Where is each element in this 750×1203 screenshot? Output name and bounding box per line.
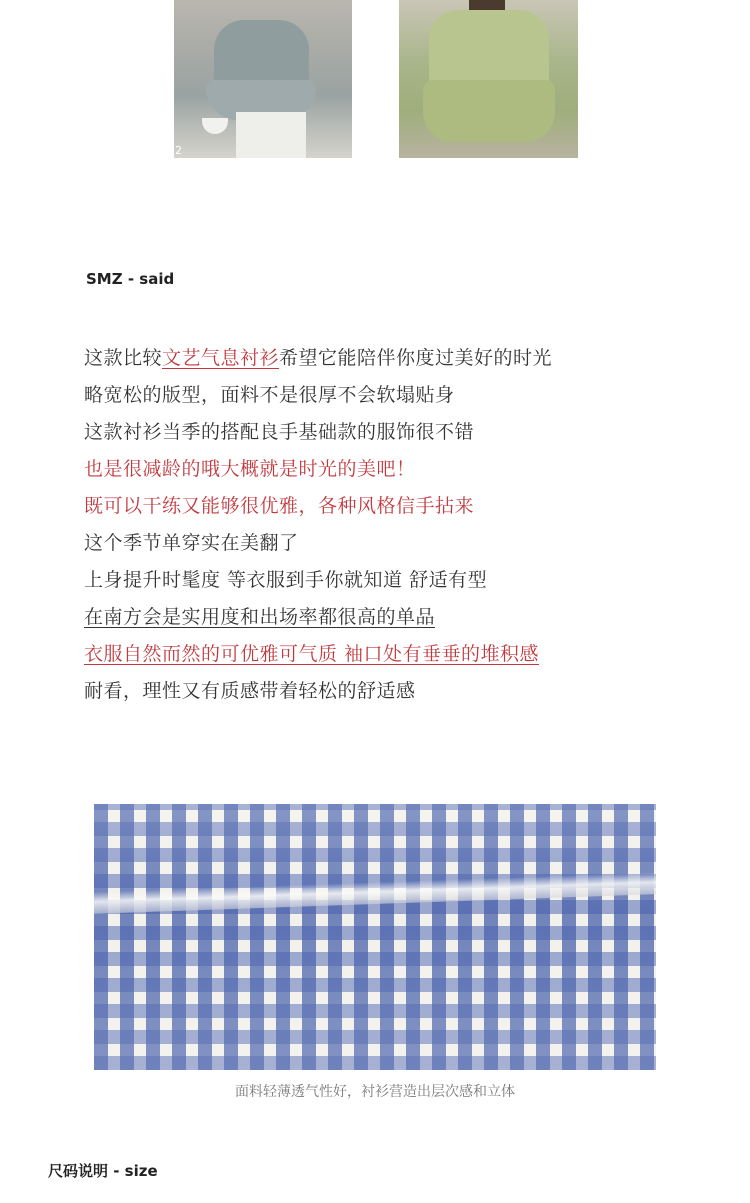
note-line	[84, 343, 552, 380]
note-line	[84, 565, 552, 602]
note-line	[84, 454, 552, 491]
size-section-heading: 尺码说明 - size	[48, 1162, 158, 1180]
designer-note-heading: SMZ - said	[86, 270, 175, 288]
note-segment: 既可以干练又能够很优雅，各种风格信手拈来	[84, 495, 475, 517]
note-line	[84, 380, 552, 417]
note-line	[84, 639, 552, 676]
note-segment: 略宽松的版型，面料不是很厚不会软塌贴身	[84, 384, 455, 406]
green-gingham-blouse-photo	[399, 0, 578, 158]
white-pants-shape	[236, 112, 306, 158]
fabric-shading	[94, 804, 656, 1070]
fabric-closeup-photo	[94, 804, 656, 1070]
note-segment: 这个季节单穿实在美翻了	[84, 532, 299, 554]
note-line	[84, 417, 552, 454]
note-segment: 上身提升时髦度 等衣服到手你就知道 舒适有型	[84, 569, 488, 591]
bowl-shape	[202, 118, 228, 134]
note-segment: 也是很减龄的哦大概就是时光的美吧！	[84, 458, 416, 480]
designer-note-text	[84, 343, 552, 713]
note-segment: 文艺气息衬衫	[162, 347, 280, 369]
note-line	[84, 528, 552, 565]
note-segment: 这款衬衫当季的搭配良手基础款的服饰很不错	[84, 421, 475, 443]
note-segment: 希望它能陪伴你度过美好的时光	[279, 347, 553, 369]
note-line	[84, 676, 552, 713]
gray-gingham-blouse-photo	[174, 0, 352, 158]
photo-badge: 2	[175, 144, 182, 157]
note-segment: 耐看，理性又有质感带着轻松的舒适感	[84, 680, 416, 702]
note-segment: 在南方会是实用度和出场率都很高的单品	[84, 606, 436, 628]
blouse-peplum-shape	[423, 80, 555, 142]
note-segment: 这款比较	[84, 347, 163, 369]
fabric-caption: 面料轻薄透气性好，衬衫营造出层次感和立体	[235, 1084, 515, 1100]
note-line	[84, 491, 552, 528]
note-line	[84, 602, 552, 639]
note-segment: 衣服自然而然的可优雅可气质 袖口处有垂垂的堆积感	[84, 643, 540, 665]
